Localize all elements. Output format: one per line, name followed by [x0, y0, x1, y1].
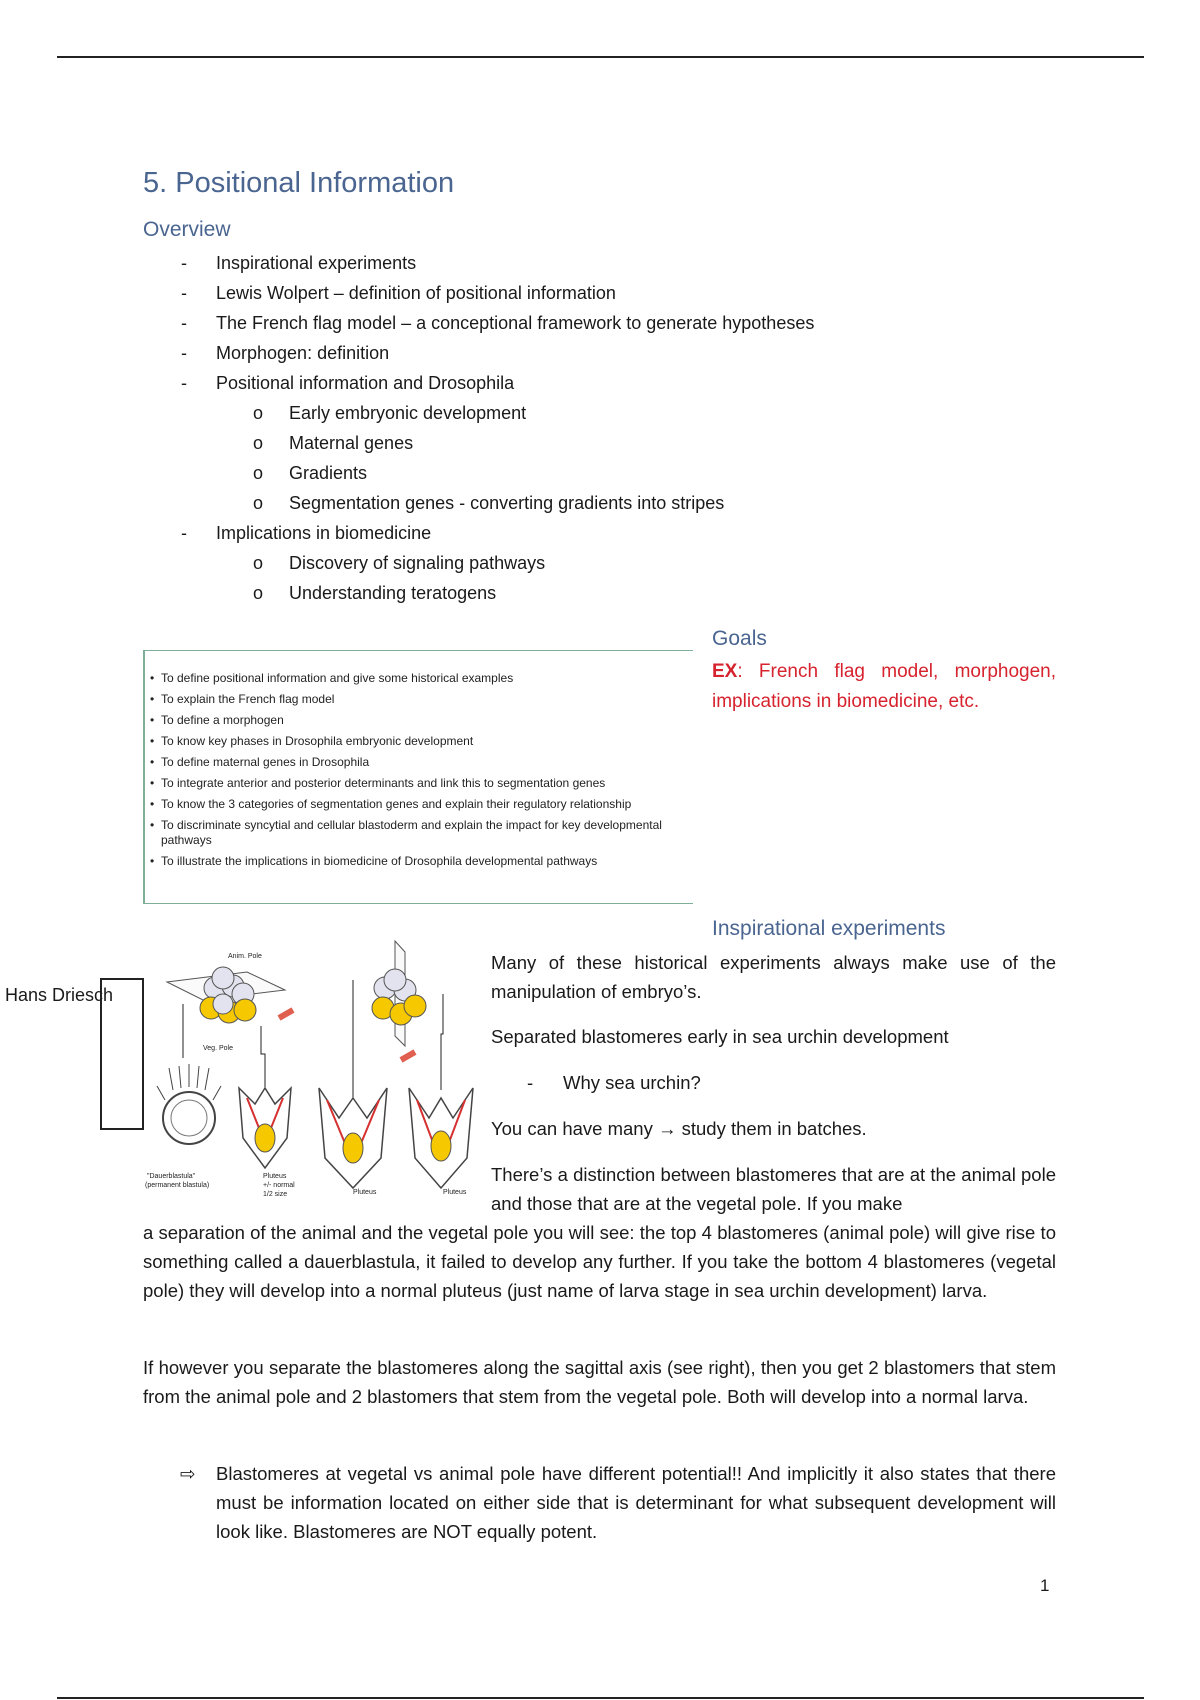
goal-item: • To explain the French flag model [149, 692, 687, 707]
paragraph: Many of these historical experiments always make use of the manipulation of embryo’s. [491, 952, 1056, 1002]
fig-label-vegetal-pole: Veg. Pole [203, 1045, 233, 1052]
side-note-label: Hans Driesch [5, 985, 114, 1005]
list-item-text: Positional information and Drosophila [216, 373, 515, 393]
pluteus-larva-1 [239, 1088, 291, 1168]
pluteus-larva-2 [319, 1088, 387, 1188]
fig-label-pluteus: Pluteus [443, 1189, 467, 1196]
ex-text: : French flag model, morphogen, implications in biomedicine, etc. [712, 661, 1056, 712]
fig-label-dauerblastula: "Dauerblastula" [147, 1173, 196, 1180]
list-item [143, 248, 1043, 278]
cut-arrow [401, 1052, 415, 1060]
list-item-text: Segmentation genes - converting gradients into stripes [289, 493, 725, 513]
bullet-text: Why sea urchin? [563, 1072, 701, 1093]
goals-box [143, 650, 693, 904]
list-item-text: Early embryonic development [289, 403, 527, 423]
list-marker: - [181, 343, 187, 363]
dauerblastula-drawing [157, 1064, 221, 1144]
fig-label-pluteus-sub: 1/2 size [263, 1191, 288, 1198]
paragraph: If however you separate the blastomeres along the sagittal axis (see right), then you get 2 blastomers that stem from the animal pole and 2 blastomers that stem from the vegetal pole. Both will develop into a normal larva. [143, 1357, 1056, 1407]
list-marker: - [181, 253, 187, 273]
arrow-icon: ⇨ [180, 1463, 196, 1484]
side-note-box [100, 978, 144, 1130]
fig-label-animal-pole: Anim. Pole [228, 953, 262, 960]
blastomere-figure [143, 938, 477, 1202]
list-marker: o [253, 493, 264, 513]
list-marker: o [253, 553, 264, 573]
ex-label: EX [712, 661, 738, 682]
list-item-text: Inspirational experiments [216, 253, 417, 273]
list-marker: o [253, 403, 264, 423]
list-marker: o [253, 433, 264, 453]
page-number: 1 [1040, 1576, 1050, 1595]
list-marker: - [181, 283, 187, 303]
list-item-text: Discovery of signaling pathways [289, 553, 546, 573]
page-title: 5. Positional Information [143, 167, 455, 199]
list-marker: o [253, 463, 264, 483]
list-item-text: The French flag model – a conceptional framework to generate hypotheses [216, 313, 815, 333]
paragraph: There’s a distinction between blastomeres that are at the animal pole and those that are at the vegetal pole. If you make [491, 1164, 1056, 1214]
list-item [143, 488, 1043, 518]
paragraph: Separated blastomeres early in sea urchin development [491, 1026, 949, 1047]
goal-item: • To define positional information and give some historical examples [149, 671, 687, 686]
bullet-marker: - [527, 1072, 534, 1093]
footer-rule [57, 1697, 1144, 1699]
goal-item: • To discriminate syncytial and cellular blastoderm and explain the impact for key developmental pathways [149, 818, 687, 848]
list-item [143, 428, 1043, 458]
goals-example [712, 657, 1056, 717]
list-item-text: Understanding teratogens [289, 583, 497, 603]
conclusion-text: Blastomeres at vegetal vs animal pole have different potential!! And implicitly it also states that there must be information located on either side that is determinant for what subsequent development will look like. Blastomeres are NOT equally potent. [216, 1463, 1056, 1542]
fig-label-dauerblastula-sub: (permanent blastula) [145, 1182, 210, 1189]
goal-item: • To define a morphogen [149, 713, 687, 728]
list-item [143, 548, 1043, 578]
list-item-text: Gradients [289, 463, 368, 483]
fig-label-pluteus: Pluteus [353, 1189, 377, 1196]
list-marker: o [253, 583, 264, 603]
goal-item: • To know key phases in Drosophila embryonic development [149, 734, 687, 749]
list-item [143, 398, 1043, 428]
goal-item: • To define maternal genes in Drosophila [149, 755, 687, 770]
cut-arrow [279, 1010, 293, 1018]
fig-label-pluteus-sub: +/- normal [263, 1182, 295, 1189]
list-marker: - [181, 373, 187, 393]
list-marker: - [181, 313, 187, 333]
list-item-text: Morphogen: definition [216, 343, 390, 363]
list-item-text: Lewis Wolpert – definition of positional information [216, 283, 616, 303]
list-marker: - [181, 523, 187, 543]
paragraph: a separation of the animal and the vegetal pole you will see: the top 4 blastomeres (animal pole) will give rise to something called a dauerblastula, it failed to develop any further. If you take the bottom 4 blastomeres (vegetal pole) they will develop into a normal pluteus (just name of larva stage in sea urchin development) larva. [143, 1222, 1056, 1301]
fig-label-pluteus: Pluteus [263, 1173, 287, 1180]
list-item [143, 458, 1043, 488]
goal-item: • To illustrate the implications in biomedicine of Drosophila developmental pathways [149, 854, 687, 869]
goals-heading: Goals [712, 627, 767, 650]
list-item-text: Maternal genes [289, 433, 414, 453]
goal-item: • To know the 3 categories of segmentation genes and explain their regulatory relationship [149, 797, 687, 812]
list-item [143, 338, 1043, 368]
header-rule [57, 56, 1144, 58]
list-item [143, 518, 1043, 548]
pluteus-larva-3 [409, 1088, 473, 1188]
paragraph: You can have many → study them in batches. [491, 1118, 867, 1139]
list-item [143, 368, 1043, 398]
list-item [143, 278, 1043, 308]
overview-heading: Overview [143, 218, 231, 241]
embryo-vertical-cut [372, 969, 426, 1025]
conclusion-item [180, 1459, 1056, 1546]
list-item [143, 308, 1043, 338]
list-item [143, 578, 1043, 608]
goal-item: • To integrate anterior and posterior determinants and link this to segmentation genes [149, 776, 687, 791]
overview-list [143, 248, 1043, 608]
inspirational-heading: Inspirational experiments [712, 917, 946, 940]
list-item-text: Implications in biomedicine [216, 523, 432, 543]
